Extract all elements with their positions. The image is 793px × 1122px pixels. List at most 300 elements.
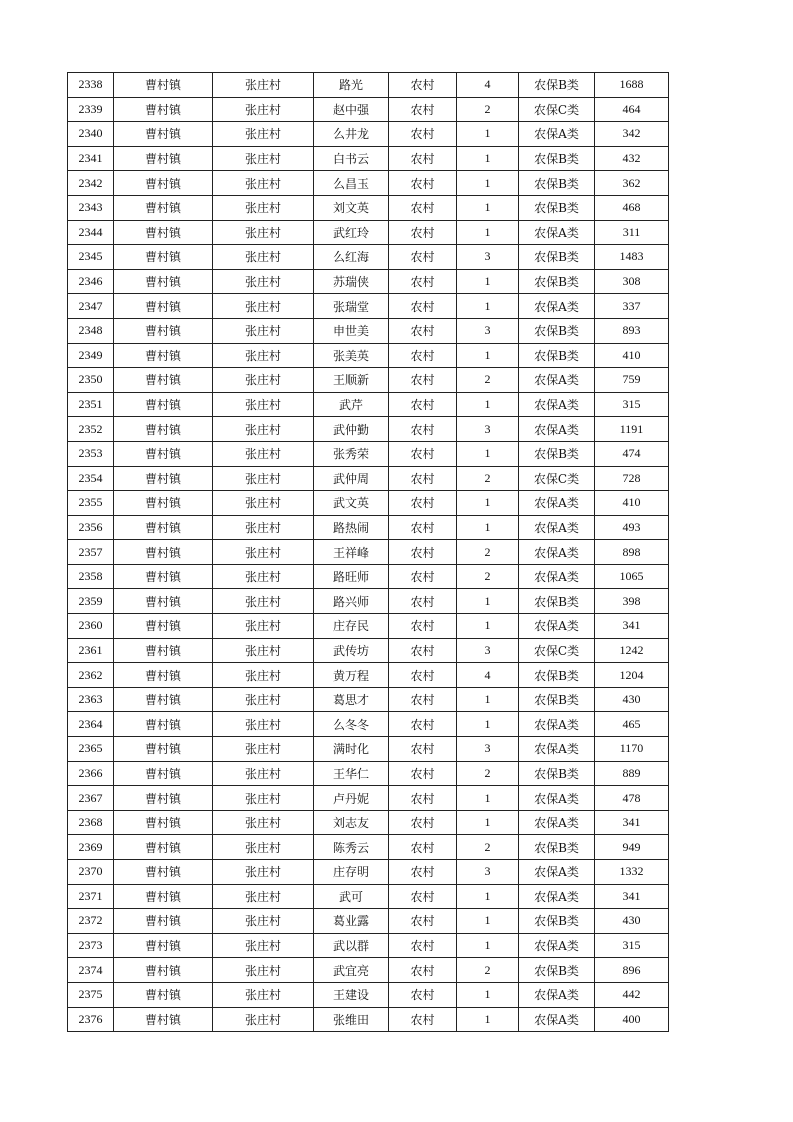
village-cell: 张庄村: [213, 491, 314, 516]
village-cell: 张庄村: [213, 1007, 314, 1032]
insurance-category-cell: 农保B类: [519, 171, 595, 196]
member-count-cell: 1: [457, 220, 519, 245]
town-cell: 曹村镇: [114, 417, 213, 442]
village-cell: 张庄村: [213, 933, 314, 958]
amount-cell: 315: [595, 933, 669, 958]
table-row: [68, 171, 669, 196]
town-cell: 曹村镇: [114, 982, 213, 1007]
amount-cell: 442: [595, 982, 669, 1007]
table-row: [68, 712, 669, 737]
table-row: [68, 884, 669, 909]
insurance-category-cell: 农保A类: [519, 786, 595, 811]
member-count-cell: 1: [457, 294, 519, 319]
amount-cell: 432: [595, 146, 669, 171]
household-type-cell: 农村: [389, 122, 457, 147]
village-cell: 张庄村: [213, 294, 314, 319]
household-type-cell: 农村: [389, 737, 457, 762]
member-count-cell: 1: [457, 687, 519, 712]
village-cell: 张庄村: [213, 564, 314, 589]
amount-cell: 341: [595, 884, 669, 909]
row-number-cell: 2373: [68, 933, 114, 958]
name-cell: 庄存明: [314, 860, 389, 885]
amount-cell: 1204: [595, 663, 669, 688]
village-cell: 张庄村: [213, 589, 314, 614]
name-cell: 武以群: [314, 933, 389, 958]
name-cell: 黄万程: [314, 663, 389, 688]
town-cell: 曹村镇: [114, 294, 213, 319]
name-cell: 卢丹妮: [314, 786, 389, 811]
table-row: [68, 564, 669, 589]
household-type-cell: 农村: [389, 933, 457, 958]
insurance-category-cell: 农保A类: [519, 933, 595, 958]
insurance-category-cell: 农保A类: [519, 614, 595, 639]
table-row: [68, 933, 669, 958]
village-cell: 张庄村: [213, 515, 314, 540]
household-type-cell: 农村: [389, 810, 457, 835]
row-number-cell: 2342: [68, 171, 114, 196]
household-type-cell: 农村: [389, 491, 457, 516]
village-cell: 张庄村: [213, 860, 314, 885]
table-row: [68, 761, 669, 786]
row-number-cell: 2358: [68, 564, 114, 589]
member-count-cell: 4: [457, 73, 519, 98]
member-count-cell: 1: [457, 1007, 519, 1032]
town-cell: 曹村镇: [114, 491, 213, 516]
table-row: [68, 269, 669, 294]
table-row: [68, 343, 669, 368]
member-count-cell: 2: [457, 761, 519, 786]
amount-cell: 311: [595, 220, 669, 245]
row-number-cell: 2366: [68, 761, 114, 786]
name-cell: 武芹: [314, 392, 389, 417]
village-cell: 张庄村: [213, 638, 314, 663]
member-count-cell: 2: [457, 540, 519, 565]
name-cell: 武红玲: [314, 220, 389, 245]
village-cell: 张庄村: [213, 982, 314, 1007]
insurance-category-cell: 农保C类: [519, 466, 595, 491]
table-row: [68, 1007, 669, 1032]
village-cell: 张庄村: [213, 835, 314, 860]
table-row: [68, 958, 669, 983]
insurance-category-cell: 农保B类: [519, 73, 595, 98]
name-cell: 么冬冬: [314, 712, 389, 737]
amount-cell: 308: [595, 269, 669, 294]
name-cell: 陈秀云: [314, 835, 389, 860]
amount-cell: 478: [595, 786, 669, 811]
table-row: [68, 810, 669, 835]
member-count-cell: 1: [457, 146, 519, 171]
member-count-cell: 2: [457, 835, 519, 860]
name-cell: 王顺新: [314, 368, 389, 393]
household-type-cell: 农村: [389, 368, 457, 393]
member-count-cell: 1: [457, 909, 519, 934]
amount-cell: 315: [595, 392, 669, 417]
insurance-category-cell: 农保B类: [519, 687, 595, 712]
village-cell: 张庄村: [213, 73, 314, 98]
household-type-cell: 农村: [389, 982, 457, 1007]
table-row: [68, 73, 669, 98]
amount-cell: 493: [595, 515, 669, 540]
town-cell: 曹村镇: [114, 663, 213, 688]
name-cell: 张瑞堂: [314, 294, 389, 319]
village-cell: 张庄村: [213, 146, 314, 171]
village-cell: 张庄村: [213, 343, 314, 368]
village-cell: 张庄村: [213, 786, 314, 811]
table-row: [68, 195, 669, 220]
town-cell: 曹村镇: [114, 614, 213, 639]
town-cell: 曹村镇: [114, 441, 213, 466]
town-cell: 曹村镇: [114, 220, 213, 245]
row-number-cell: 2371: [68, 884, 114, 909]
member-count-cell: 1: [457, 810, 519, 835]
amount-cell: 889: [595, 761, 669, 786]
member-count-cell: 1: [457, 933, 519, 958]
amount-cell: 465: [595, 712, 669, 737]
amount-cell: 1332: [595, 860, 669, 885]
member-count-cell: 3: [457, 318, 519, 343]
row-number-cell: 2368: [68, 810, 114, 835]
village-cell: 张庄村: [213, 392, 314, 417]
household-type-cell: 农村: [389, 171, 457, 196]
amount-cell: 896: [595, 958, 669, 983]
amount-cell: 398: [595, 589, 669, 614]
town-cell: 曹村镇: [114, 810, 213, 835]
name-cell: 王祥峰: [314, 540, 389, 565]
amount-cell: 341: [595, 614, 669, 639]
amount-cell: 1191: [595, 417, 669, 442]
town-cell: 曹村镇: [114, 269, 213, 294]
household-type-cell: 农村: [389, 860, 457, 885]
amount-cell: 898: [595, 540, 669, 565]
row-number-cell: 2356: [68, 515, 114, 540]
row-number-cell: 2375: [68, 982, 114, 1007]
row-number-cell: 2355: [68, 491, 114, 516]
table-row: [68, 245, 669, 270]
member-count-cell: 1: [457, 712, 519, 737]
household-type-cell: 农村: [389, 220, 457, 245]
row-number-cell: 2363: [68, 687, 114, 712]
amount-cell: 342: [595, 122, 669, 147]
village-cell: 张庄村: [213, 737, 314, 762]
village-cell: 张庄村: [213, 220, 314, 245]
village-cell: 张庄村: [213, 97, 314, 122]
row-number-cell: 2357: [68, 540, 114, 565]
name-cell: 武可: [314, 884, 389, 909]
village-cell: 张庄村: [213, 171, 314, 196]
amount-cell: 1242: [595, 638, 669, 663]
member-count-cell: 3: [457, 737, 519, 762]
amount-cell: 1065: [595, 564, 669, 589]
name-cell: 张秀荣: [314, 441, 389, 466]
member-count-cell: 1: [457, 171, 519, 196]
household-type-cell: 农村: [389, 73, 457, 98]
town-cell: 曹村镇: [114, 245, 213, 270]
row-number-cell: 2346: [68, 269, 114, 294]
insurance-category-cell: 农保B类: [519, 318, 595, 343]
amount-cell: 1483: [595, 245, 669, 270]
insurance-category-cell: 农保A类: [519, 392, 595, 417]
name-cell: 武传坊: [314, 638, 389, 663]
amount-cell: 1170: [595, 737, 669, 762]
row-number-cell: 2339: [68, 97, 114, 122]
village-cell: 张庄村: [213, 195, 314, 220]
town-cell: 曹村镇: [114, 146, 213, 171]
village-cell: 张庄村: [213, 540, 314, 565]
name-cell: 武宜亮: [314, 958, 389, 983]
member-count-cell: 1: [457, 884, 519, 909]
town-cell: 曹村镇: [114, 343, 213, 368]
member-count-cell: 1: [457, 269, 519, 294]
household-type-cell: 农村: [389, 1007, 457, 1032]
amount-cell: 430: [595, 909, 669, 934]
household-type-cell: 农村: [389, 909, 457, 934]
table-row: [68, 835, 669, 860]
household-type-cell: 农村: [389, 564, 457, 589]
name-cell: 么井龙: [314, 122, 389, 147]
insurance-category-cell: 农保A类: [519, 417, 595, 442]
table-row: [68, 515, 669, 540]
insurance-category-cell: 农保B类: [519, 343, 595, 368]
table-row: [68, 589, 669, 614]
table-row: [68, 860, 669, 885]
household-type-cell: 农村: [389, 318, 457, 343]
amount-cell: 728: [595, 466, 669, 491]
row-number-cell: 2354: [68, 466, 114, 491]
name-cell: 么昌玉: [314, 171, 389, 196]
member-count-cell: 2: [457, 564, 519, 589]
village-cell: 张庄村: [213, 417, 314, 442]
household-type-cell: 农村: [389, 195, 457, 220]
insurance-category-cell: 农保A类: [519, 1007, 595, 1032]
insurance-category-cell: 农保A类: [519, 564, 595, 589]
insurance-category-cell: 农保C类: [519, 638, 595, 663]
row-number-cell: 2364: [68, 712, 114, 737]
household-type-cell: 农村: [389, 97, 457, 122]
row-number-cell: 2347: [68, 294, 114, 319]
insurance-category-cell: 农保C类: [519, 97, 595, 122]
town-cell: 曹村镇: [114, 958, 213, 983]
table-row: [68, 466, 669, 491]
amount-cell: 468: [595, 195, 669, 220]
row-number-cell: 2372: [68, 909, 114, 934]
amount-cell: 362: [595, 171, 669, 196]
town-cell: 曹村镇: [114, 589, 213, 614]
household-type-cell: 农村: [389, 540, 457, 565]
household-type-cell: 农村: [389, 441, 457, 466]
insurance-category-cell: 农保B类: [519, 909, 595, 934]
row-number-cell: 2338: [68, 73, 114, 98]
member-count-cell: 3: [457, 638, 519, 663]
household-type-cell: 农村: [389, 638, 457, 663]
household-type-cell: 农村: [389, 687, 457, 712]
household-type-cell: 农村: [389, 884, 457, 909]
town-cell: 曹村镇: [114, 933, 213, 958]
member-count-cell: 2: [457, 958, 519, 983]
town-cell: 曹村镇: [114, 687, 213, 712]
row-number-cell: 2351: [68, 392, 114, 417]
household-type-cell: 农村: [389, 614, 457, 639]
table-row: [68, 368, 669, 393]
town-cell: 曹村镇: [114, 884, 213, 909]
member-count-cell: 1: [457, 195, 519, 220]
town-cell: 曹村镇: [114, 368, 213, 393]
household-type-cell: 农村: [389, 712, 457, 737]
household-type-cell: 农村: [389, 515, 457, 540]
household-type-cell: 农村: [389, 958, 457, 983]
town-cell: 曹村镇: [114, 515, 213, 540]
insurance-category-cell: 农保A类: [519, 712, 595, 737]
row-number-cell: 2376: [68, 1007, 114, 1032]
insurance-category-cell: 农保A类: [519, 294, 595, 319]
name-cell: 路兴师: [314, 589, 389, 614]
insurance-category-cell: 农保B类: [519, 441, 595, 466]
village-cell: 张庄村: [213, 712, 314, 737]
row-number-cell: 2374: [68, 958, 114, 983]
town-cell: 曹村镇: [114, 466, 213, 491]
name-cell: 赵中强: [314, 97, 389, 122]
village-cell: 张庄村: [213, 761, 314, 786]
row-number-cell: 2350: [68, 368, 114, 393]
village-cell: 张庄村: [213, 269, 314, 294]
member-count-cell: 1: [457, 786, 519, 811]
name-cell: 张美英: [314, 343, 389, 368]
table-row: [68, 909, 669, 934]
row-number-cell: 2362: [68, 663, 114, 688]
name-cell: 葛思才: [314, 687, 389, 712]
insurance-category-cell: 农保B类: [519, 663, 595, 688]
town-cell: 曹村镇: [114, 122, 213, 147]
town-cell: 曹村镇: [114, 737, 213, 762]
row-number-cell: 2369: [68, 835, 114, 860]
town-cell: 曹村镇: [114, 860, 213, 885]
member-count-cell: 1: [457, 122, 519, 147]
member-count-cell: 1: [457, 491, 519, 516]
insurance-category-cell: 农保A类: [519, 515, 595, 540]
insurance-category-cell: 农保A类: [519, 737, 595, 762]
amount-cell: 337: [595, 294, 669, 319]
table-row: [68, 122, 669, 147]
household-type-cell: 农村: [389, 343, 457, 368]
name-cell: 苏瑞侠: [314, 269, 389, 294]
insurance-category-cell: 农保A类: [519, 540, 595, 565]
table-row: [68, 982, 669, 1007]
amount-cell: 400: [595, 1007, 669, 1032]
town-cell: 曹村镇: [114, 786, 213, 811]
village-cell: 张庄村: [213, 368, 314, 393]
insurance-category-cell: 农保B类: [519, 195, 595, 220]
name-cell: 武仲周: [314, 466, 389, 491]
insurance-category-cell: 农保B类: [519, 835, 595, 860]
insurance-category-cell: 农保A类: [519, 810, 595, 835]
household-type-cell: 农村: [389, 589, 457, 614]
name-cell: 庄存民: [314, 614, 389, 639]
member-count-cell: 2: [457, 466, 519, 491]
town-cell: 曹村镇: [114, 712, 213, 737]
row-number-cell: 2348: [68, 318, 114, 343]
name-cell: 路光: [314, 73, 389, 98]
member-count-cell: 1: [457, 614, 519, 639]
member-count-cell: 3: [457, 860, 519, 885]
name-cell: 王华仁: [314, 761, 389, 786]
row-number-cell: 2343: [68, 195, 114, 220]
town-cell: 曹村镇: [114, 318, 213, 343]
town-cell: 曹村镇: [114, 761, 213, 786]
insurance-category-cell: 农保A类: [519, 491, 595, 516]
name-cell: 路旺师: [314, 564, 389, 589]
town-cell: 曹村镇: [114, 195, 213, 220]
row-number-cell: 2352: [68, 417, 114, 442]
table-row: [68, 318, 669, 343]
insurance-category-cell: 农保B类: [519, 589, 595, 614]
table-row: [68, 614, 669, 639]
name-cell: 刘文英: [314, 195, 389, 220]
row-number-cell: 2367: [68, 786, 114, 811]
member-count-cell: 3: [457, 417, 519, 442]
town-cell: 曹村镇: [114, 97, 213, 122]
table-row: [68, 417, 669, 442]
name-cell: 王建设: [314, 982, 389, 1007]
table-row: [68, 540, 669, 565]
amount-cell: 893: [595, 318, 669, 343]
member-count-cell: 1: [457, 343, 519, 368]
household-type-cell: 农村: [389, 146, 457, 171]
row-number-cell: 2349: [68, 343, 114, 368]
member-count-cell: 1: [457, 589, 519, 614]
town-cell: 曹村镇: [114, 909, 213, 934]
town-cell: 曹村镇: [114, 73, 213, 98]
town-cell: 曹村镇: [114, 540, 213, 565]
amount-cell: 949: [595, 835, 669, 860]
insurance-category-cell: 农保A类: [519, 860, 595, 885]
row-number-cell: 2360: [68, 614, 114, 639]
insurance-category-cell: 农保A类: [519, 220, 595, 245]
table-row: [68, 786, 669, 811]
row-number-cell: 2361: [68, 638, 114, 663]
insurance-category-cell: 农保B类: [519, 761, 595, 786]
town-cell: 曹村镇: [114, 1007, 213, 1032]
amount-cell: 759: [595, 368, 669, 393]
table-row: [68, 638, 669, 663]
amount-cell: 474: [595, 441, 669, 466]
town-cell: 曹村镇: [114, 171, 213, 196]
table-row: [68, 220, 669, 245]
household-type-cell: 农村: [389, 294, 457, 319]
insurance-category-cell: 农保B类: [519, 958, 595, 983]
household-type-cell: 农村: [389, 761, 457, 786]
town-cell: 曹村镇: [114, 638, 213, 663]
row-number-cell: 2365: [68, 737, 114, 762]
member-count-cell: 1: [457, 392, 519, 417]
household-type-cell: 农村: [389, 417, 457, 442]
row-number-cell: 2359: [68, 589, 114, 614]
insurance-category-cell: 农保A类: [519, 122, 595, 147]
household-type-cell: 农村: [389, 245, 457, 270]
name-cell: 路热闹: [314, 515, 389, 540]
village-cell: 张庄村: [213, 122, 314, 147]
row-number-cell: 2345: [68, 245, 114, 270]
table-row: [68, 491, 669, 516]
village-cell: 张庄村: [213, 663, 314, 688]
member-count-cell: 4: [457, 663, 519, 688]
household-type-cell: 农村: [389, 835, 457, 860]
amount-cell: 341: [595, 810, 669, 835]
name-cell: 白书云: [314, 146, 389, 171]
insurance-category-cell: 农保B类: [519, 146, 595, 171]
row-number-cell: 2340: [68, 122, 114, 147]
village-cell: 张庄村: [213, 318, 314, 343]
member-count-cell: 1: [457, 441, 519, 466]
town-cell: 曹村镇: [114, 392, 213, 417]
